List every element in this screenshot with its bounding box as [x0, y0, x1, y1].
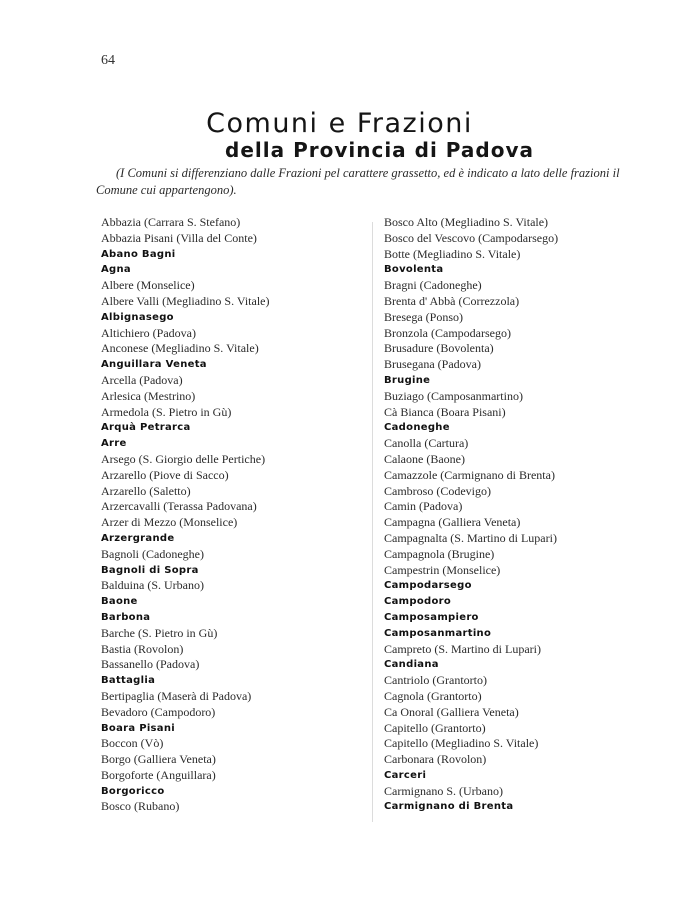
comune-entry: Camposampiero: [384, 611, 479, 623]
frazione-entry: Albere (Monselice): [101, 278, 195, 293]
frazione-entry: Boccon (Vò): [101, 736, 164, 751]
comune-entry: Baone: [101, 596, 138, 608]
frazione-entry: Campagnalta (S. Martino di Lupari): [384, 530, 557, 545]
frazione-entry: Capitello (Grantorto): [384, 720, 486, 735]
comune-entry: Camposanmartino: [384, 627, 492, 639]
frazione-entry: Arzarello (Piove di Sacco): [101, 467, 229, 482]
frazione-entry: Bosco Alto (Megliadino S. Vitale): [384, 215, 549, 229]
frazione-entry: Arsego (S. Giorgio delle Pertiche): [101, 451, 266, 466]
frazione-entry: Bronzola (Campodarsego): [384, 325, 511, 340]
frazione-entry: Brusadure (Bovolenta): [384, 341, 494, 356]
frazione-entry: Arcella (Padova): [101, 372, 183, 387]
frazione-entry: Balduina (S. Urbano): [101, 578, 204, 593]
frazione-entry: Capitello (Megliadino S. Vitale): [384, 736, 539, 751]
comune-entry: Barbona: [101, 611, 151, 623]
frazione-entry: Borgoforte (Anguillara): [101, 767, 216, 782]
comune-entry: Brugine: [384, 374, 431, 386]
frazione-entry: Campagnola (Brugine): [384, 546, 495, 561]
comune-entry: Arre: [101, 438, 127, 450]
frazione-entry: Cambroso (Codevigo): [384, 483, 491, 498]
frazione-entry: Carbonara (Rovolon): [384, 752, 487, 767]
comune-entry: Albignasego: [101, 311, 174, 323]
frazione-entry: Cà Bianca (Boara Pisani): [384, 404, 506, 419]
frazione-entry: Barche (S. Pietro in Gù): [101, 625, 218, 640]
comune-entry: Arquà Petrarca: [101, 422, 191, 434]
frazione-entry: Canolla (Cartura): [384, 436, 469, 451]
comune-entry: Carmignano di Brenta: [384, 801, 514, 813]
frazione-entry: Campestrin (Monselice): [384, 562, 501, 577]
page-title: Comuni e Frazioni: [206, 108, 473, 139]
frazione-entry: Bastia (Rovolon): [101, 641, 184, 656]
frazione-entry: Albere Valli (Megliadino S. Vitale): [101, 293, 270, 308]
frazione-entry: Bevadoro (Campodoro): [101, 704, 216, 719]
frazione-entry: Arzercavalli (Terassa Padovana): [101, 499, 257, 514]
comune-entry: Candiana: [384, 659, 439, 671]
comune-entry: Carceri: [384, 769, 427, 781]
page-subtitle: della Provincia di Padova: [225, 138, 534, 162]
frazione-entry: Cagnola (Grantorto): [384, 688, 482, 703]
frazione-entry: Anconese (Megliadino S. Vitale): [101, 341, 259, 356]
frazione-entry: Brenta d' Abbà (Correzzola): [384, 293, 520, 308]
frazione-entry: Armedola (S. Pietro in Gù): [101, 404, 232, 419]
comune-entry: Cadoneghe: [384, 422, 450, 434]
frazione-entry: Bagnoli (Cadoneghe): [101, 546, 204, 561]
frazione-entry: Bosco del Vescovo (Campodarsego): [384, 230, 559, 245]
frazione-entry: Arzarello (Saletto): [101, 483, 191, 498]
frazione-entry: Brusegana (Padova): [384, 357, 481, 372]
frazione-entry: Botte (Megliadino S. Vitale): [384, 246, 521, 261]
frazione-entry: Bragni (Cadoneghe): [384, 278, 482, 293]
comune-entry: Campodoro: [384, 596, 452, 608]
frazione-entry: Bertipaglia (Maserà di Padova): [101, 688, 252, 703]
comune-entry: Bagnoli di Sopra: [101, 564, 199, 576]
comune-entry: Borgoricco: [101, 785, 165, 797]
comune-entry: Anguillara Veneta: [101, 359, 207, 371]
comune-entry: Abano Bagni: [101, 248, 176, 260]
right-column-list: [384, 215, 644, 815]
comune-entry: Agna: [101, 264, 131, 276]
frazione-entry: Arlesica (Mestrino): [101, 388, 196, 403]
frazione-entry: Calaone (Baone): [384, 451, 465, 466]
frazione-entry: Bassanello (Padova): [101, 657, 200, 672]
frazione-entry: Camazzole (Carmignano di Brenta): [384, 467, 555, 482]
frazione-entry: Abbazia Pisani (Villa del Conte): [101, 230, 257, 245]
frazione-entry: Camin (Padova): [384, 499, 463, 514]
frazione-entry: Campreto (S. Martino di Lupari): [384, 641, 541, 656]
left-column-list: [101, 215, 361, 815]
frazione-entry: Bosco (Rubano): [101, 799, 180, 814]
frazione-entry: Cantriolo (Grantorto): [384, 673, 487, 688]
explanatory-note: (I Comuni si differenziano dalle Frazioni pel carattere grassetto, ed è indicato a lato delle frazioni il Comune cui appartengono).: [96, 166, 620, 197]
frazione-entry: Campagna (Galliera Veneta): [384, 515, 521, 530]
comune-entry: Arzergrande: [101, 532, 175, 544]
frazione-entry: Borgo (Galliera Veneta): [101, 752, 216, 767]
comune-entry: Battaglia: [101, 675, 156, 687]
column-divider: [372, 222, 373, 822]
frazione-entry: Bresega (Ponso): [384, 309, 463, 324]
comune-entry: Campodarsego: [384, 580, 472, 592]
comune-entry: Boara Pisani: [101, 722, 176, 734]
frazione-entry: Abbazia (Carrara S. Stefano): [101, 215, 241, 229]
frazione-entry: Altichiero (Padova): [101, 325, 196, 340]
frazione-entry: Carmignano S. (Urbano): [384, 783, 503, 798]
frazione-entry: Ca Onoral (Galliera Veneta): [384, 704, 519, 719]
comune-entry: Bovolenta: [384, 264, 444, 276]
frazione-entry: Buziago (Camposanmartino): [384, 388, 523, 403]
page-number: 64: [101, 53, 115, 68]
frazione-entry: Arzer di Mezzo (Monselice): [101, 515, 238, 530]
